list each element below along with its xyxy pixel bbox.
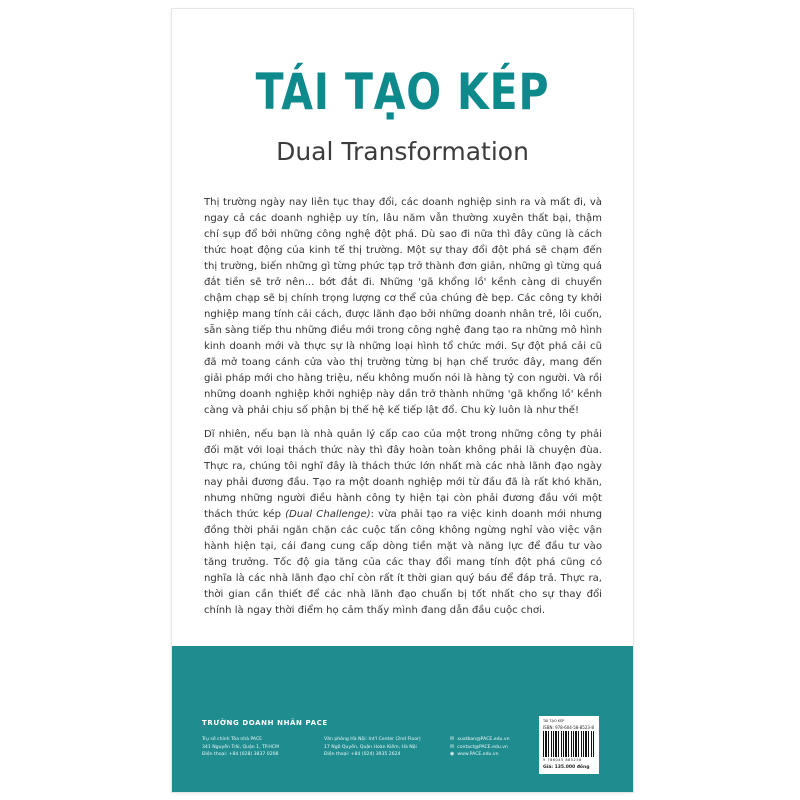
address-hcm bbox=[202, 736, 312, 759]
mail-icon: ✉ bbox=[450, 743, 455, 750]
phone-line: Điện thoại: +84 (024) 3935 2624 bbox=[324, 752, 401, 757]
address-hanoi bbox=[324, 736, 442, 759]
barcode-label bbox=[539, 716, 599, 774]
address-line: Trụ sở chính Tòa nhà PACE bbox=[202, 737, 263, 742]
email-contact: contact@PACE.edu.vn bbox=[457, 744, 508, 750]
publisher-footer bbox=[172, 646, 633, 792]
mail-icon: ✉ bbox=[450, 736, 455, 742]
book-back-cover bbox=[172, 9, 633, 792]
price-label: Giá: 135.000 đồng bbox=[543, 765, 590, 770]
blurb-paragraph-2-end: : vừa phải tạo ra việc kinh doanh mới nhưng đồng thời phải ngăn chặn các cuộc tấn công không ngừng nghỉ vào việc vận hành hiện tại, cái đang cung cấp dòng tiền mặt và năng lực để đầu tư vào tăng trưởng. Tốc độ gia tăng của các thay đổi mang tính đột phá cũng có nghĩa là các nhà lãnh đạo chỉ còn rất ít thời gian quý báu để đáp trả. Thực ra, thời gian cần thiết để các nhà lãnh đạo chuẩn bị tốt nhất cho sự thay đổi chính là ngay thời điểm họ cảm thấy mình đang dẫn đầu cuộc chơi. bbox=[204, 509, 602, 616]
barcode-category: TÁI TẠO KÉP bbox=[543, 719, 565, 723]
blurb-text bbox=[204, 195, 602, 627]
barcode-number: 9 786045 885238 bbox=[543, 758, 582, 762]
barcode-icon bbox=[543, 731, 595, 757]
blurb-paragraph-2-start: Dĩ nhiên, nếu bạn là nhà quản lý cấp cao của một trong những công ty phải đối mặt với loại thách thức này thì đây hoàn toàn không phải là chuyện đùa. Thực ra, chúng tôi nghĩ đây là thách thức lớn nhất mà các nhà lãnh đạo ngày nay phải đương đầu. Tạo ra một doanh nghiệp mới từ đầu đã là rất khó khăn, nhưng những người điều hành công ty hiện tại còn phải đương đầu với một thách thức kép bbox=[204, 429, 602, 520]
isbn-text: ISBN: 978-604-58-8523-8 bbox=[543, 725, 594, 730]
globe-icon: ◉ bbox=[450, 751, 455, 757]
address-line: Văn phòng Hà Nội: Int'l Center (2nd Floor) bbox=[324, 737, 421, 742]
contact-info bbox=[450, 736, 536, 759]
blurb-paragraph-1: Thị trường ngày nay liên tục thay đổi, các doanh nghiệp sinh ra và mất đi, và ngay cả các doanh nghiệp uy tín, lâu năm vẫn thường xuyên thất bại, thậm chí sụp đổ bởi những công nghệ đột phá. Dù sao đi nữa thì đây cũng là cách thức hoạt động của kinh tế thị trường. Một sự thay đổi đột phá sẽ chạm đến thị trường, biến những gì từng phức tạp trở thành đơn giản, những gì từng quá đắt tiền sẽ trở nên... bớt đắt đi. Những 'gã khổng lồ' kềnh càng di chuyển chậm chạp sẽ bị chính trọng lượng cơ thể của chúng đè bẹp. Các công ty khởi nghiệp mang tính cải cách, được lãnh đạo bởi những doanh nhân trẻ, lôi cuốn, sẵn sàng tiếp thu những điều mới trong công nghệ đang tạo ra những mô hình kinh doanh mới và thực sự là những loại hình tổ chức mới. Sự đột phá cải cũ đã mở toang cánh cửa vào thị trường từng bị hạn chế trước đây, mang đến giải pháp mới cho hàng triệu, nếu không muốn nói là hàng tỷ con người. Và rồi những doanh nghiệp khởi nghiệp này dần trở thành những 'gã khổng lồ' kềnh càng và phải chịu số phận bị thế hệ kế tiếp lật đổ. Chu kỳ luôn là như thế! bbox=[204, 197, 602, 416]
school-name: TRƯỜNG DOANH NHÂN PACE bbox=[202, 719, 328, 727]
address-line: 17 Ngô Quyền, Quận Hoàn Kiếm, Hà Nội bbox=[324, 744, 417, 750]
blurb-italic-term: (Dual Challenge) bbox=[285, 509, 371, 520]
address-line: 341 Nguyễn Trãi, Quận 1, TP.HCM bbox=[202, 744, 279, 750]
blurb-paragraph-2 bbox=[204, 427, 602, 619]
website: www.PACE.edu.vn bbox=[457, 752, 499, 757]
book-title: TÁI TẠO KÉP bbox=[255, 63, 550, 121]
phone-line: Điện thoại: +84 (028) 3837 0208 bbox=[202, 752, 279, 757]
email-publishing: xuatban@PACE.edu.vn bbox=[457, 737, 510, 742]
book-subtitle: Dual Transformation bbox=[276, 137, 529, 166]
